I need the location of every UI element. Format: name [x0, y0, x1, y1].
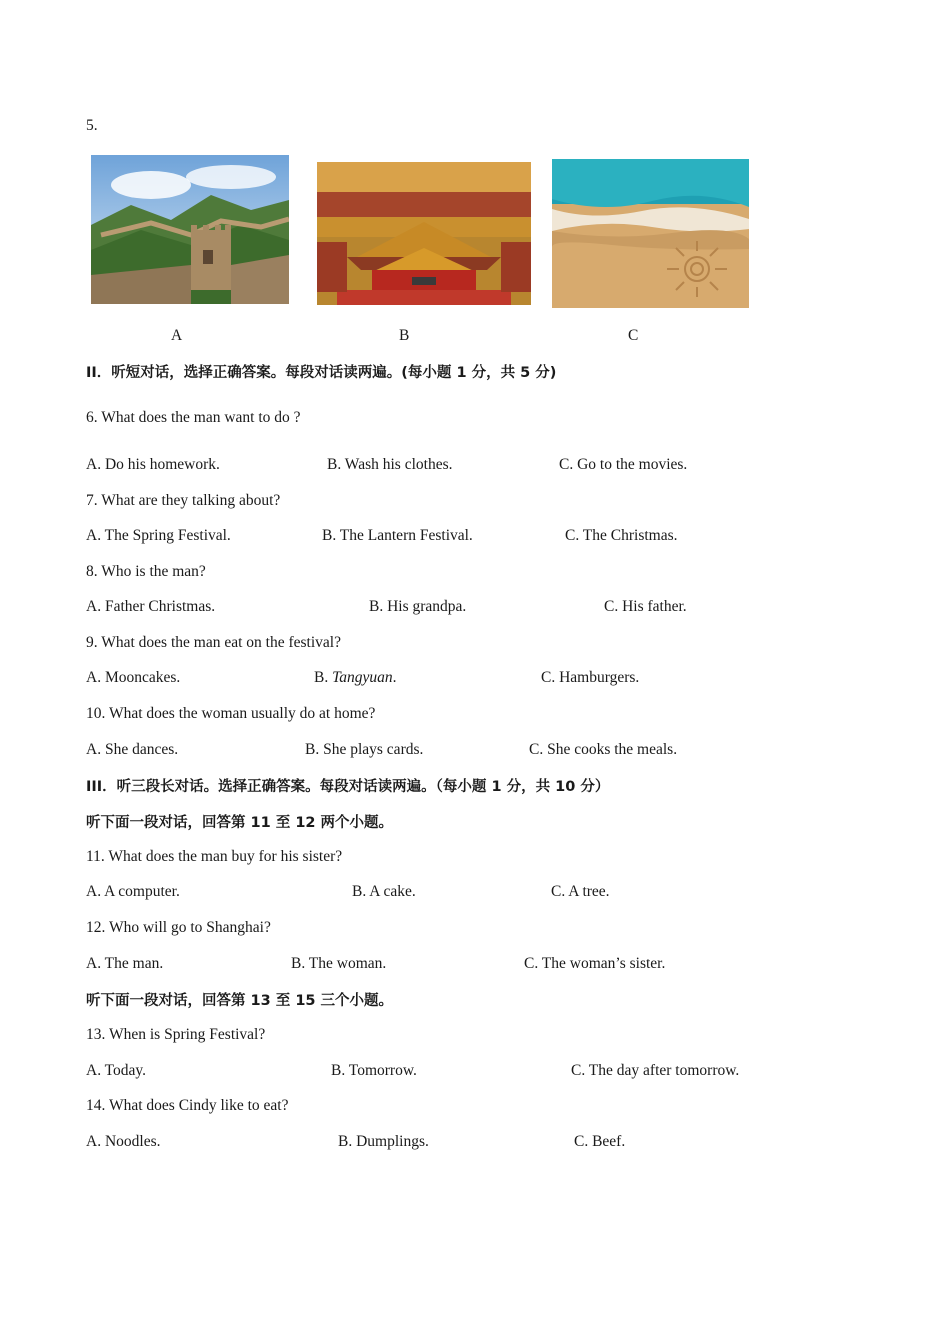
question-6-option-a: A. Do his homework.	[86, 456, 220, 473]
forbidden-city-photo-icon	[317, 162, 531, 305]
section-2-heading: II．听短对话，选择正确答案。每段对话读两遍。(每小题 1 分，共 5 分)	[86, 365, 557, 381]
question-9-option-b	[314, 669, 397, 687]
question-11-option-c: C. A tree.	[551, 883, 610, 900]
question-7-option-c: C. The Christmas.	[565, 527, 678, 544]
question-14-option-a: A. Noodles.	[86, 1133, 161, 1150]
question-13-option-b: B. Tomorrow.	[331, 1062, 417, 1079]
section-3-subheading-2: 听下面一段对话，回答第 13 至 15 三个小题。	[86, 993, 394, 1009]
question-10-option-c: C. She cooks the meals.	[529, 741, 678, 758]
question-13-option-c: C. The day after tomorrow.	[571, 1062, 740, 1079]
image-b-label: B	[399, 327, 410, 344]
option-b-period: .	[392, 669, 397, 686]
question-14-option-c: C. Beef.	[574, 1133, 626, 1150]
question-7-option-b: B. The Lantern Festival.	[322, 527, 473, 544]
question-8-option-a: A. Father Christmas.	[86, 598, 216, 615]
question-8-option-b: B. His grandpa.	[369, 598, 467, 615]
beach-sun-drawing-photo-icon	[552, 159, 749, 308]
question-12-option-a: A. The man.	[86, 955, 164, 972]
question-14-stem: 14. What does Cindy like to eat?	[86, 1097, 289, 1114]
question-6-option-b: B. Wash his clothes.	[327, 456, 453, 473]
question-12-option-c: C. The woman’s sister.	[524, 955, 666, 972]
question-8-option-c: C. His father.	[604, 598, 687, 615]
question-10-option-b: B. She plays cards.	[305, 741, 424, 758]
question-9-stem: 9. What does the man eat on the festival?	[86, 634, 341, 651]
image-a-label: A	[171, 327, 183, 344]
question-8-stem: 8. Who is the man?	[86, 563, 206, 580]
question-12-option-b: B. The woman.	[291, 955, 387, 972]
option-b-letter: B.	[314, 669, 329, 686]
great-wall-photo-icon	[91, 155, 289, 304]
question-11-option-a: A. A computer.	[86, 883, 180, 900]
question-10-stem: 10. What does the woman usually do at home?	[86, 705, 376, 722]
question-13-option-a: A. Today.	[86, 1062, 147, 1079]
question-10-option-a: A. She dances.	[86, 741, 179, 758]
question-13-stem: 13. When is Spring Festival?	[86, 1026, 266, 1043]
question-7-stem: 7. What are they talking about?	[86, 492, 281, 509]
question-11-option-b: B. A cake.	[352, 883, 416, 900]
question-9-option-a: A. Mooncakes.	[86, 669, 181, 686]
question-6-option-c: C. Go to the movies.	[559, 456, 688, 473]
image-a-great-wall	[91, 155, 289, 304]
option-b-tangyuan: Tangyuan	[332, 669, 393, 686]
section-3-subheading-1: 听下面一段对话，回答第 11 至 12 两个小题。	[86, 815, 394, 831]
image-c-label: C	[628, 327, 639, 344]
question-9-option-c: C. Hamburgers.	[541, 669, 640, 686]
image-b-forbidden-city	[317, 162, 531, 305]
question-6-stem: 6. What does the man want to do ?	[86, 409, 301, 426]
section-3-heading: III．听三段长对话。选择正确答案。每段对话读两遍。（每小题 1 分，共 10 分）	[86, 779, 610, 795]
question-7-option-a: A. The Spring Festival.	[86, 527, 231, 544]
image-c-beach	[552, 159, 749, 308]
question-14-option-b: B. Dumplings.	[338, 1133, 429, 1150]
question-5-number: 5.	[86, 117, 98, 134]
question-12-stem: 12. Who will go to Shanghai?	[86, 919, 271, 936]
question-11-stem: 11. What does the man buy for his sister?	[86, 848, 343, 865]
